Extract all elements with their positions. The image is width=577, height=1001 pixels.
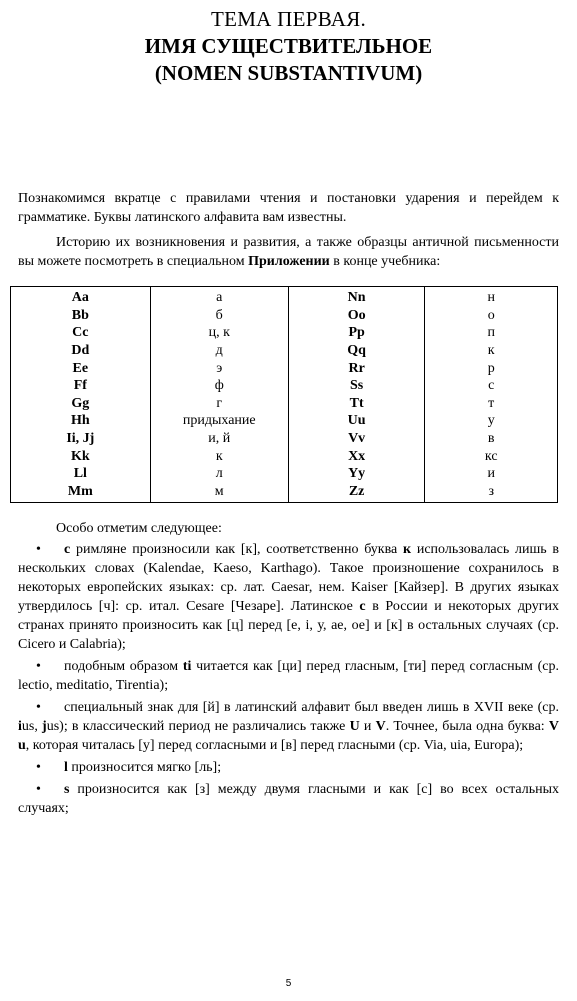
russian-sound: и, й xyxy=(150,430,288,448)
bullet-icon: • xyxy=(36,659,41,674)
appendix-text-end: в конце учебника: xyxy=(329,254,441,269)
note-text: специальный знак для [й] в латинский алфавит был введен лишь в XVII веке (ср. xyxy=(64,700,559,715)
latin-letter: Cc xyxy=(11,324,151,342)
russian-sound: э xyxy=(150,359,288,377)
note-text: использовалась лишь в нескольких словах (Kalendae, Kaeso, Karthago). Такое произношение сохранилось в некоторых европейских языках: ср. лат. Caesar, нем. Kaiser [Кайзер]. В других языках утвердилось [ч]: ср. итал. Cesare [Чезаре]. Латинское xyxy=(18,542,559,614)
section-heading: ИМЯ СУЩЕСТВИТЕЛЬНОЕ xyxy=(144,34,433,58)
russian-sound: ф xyxy=(150,377,288,395)
alphabet-row xyxy=(11,395,558,413)
note-text: подобным образом xyxy=(64,659,183,674)
note-emphasis: ti xyxy=(182,659,192,674)
note-text: произносится как [з] между двумя гласными и как [с] во всех остальных случаях; xyxy=(18,782,559,816)
alphabet-row xyxy=(11,483,558,503)
latin-letter: Ll xyxy=(11,465,151,483)
note-text: римляне произносили как [к], соответственно буква xyxy=(70,542,404,557)
latin-letter: Kk xyxy=(11,447,151,465)
note-text: us); в классический период не различались также xyxy=(46,719,350,734)
note-emphasis: c xyxy=(359,599,366,614)
russian-sound: ц, к xyxy=(150,324,288,342)
alphabet-row xyxy=(11,377,558,395)
latin-letter: Hh xyxy=(11,412,151,430)
russian-sound: и xyxy=(487,466,495,482)
note-item xyxy=(18,540,559,654)
alphabet-row xyxy=(11,287,558,307)
pronunciation-notes xyxy=(18,519,559,821)
appendix-paragraph xyxy=(18,233,559,271)
latin-letter: Aa xyxy=(11,287,151,307)
russian-sound: л xyxy=(150,465,288,483)
alphabet-row xyxy=(11,307,558,325)
latin-letter: Qq xyxy=(288,342,425,360)
latin-letter: Yy xyxy=(288,465,425,483)
note-emphasis: V xyxy=(375,719,386,734)
note-item xyxy=(18,780,559,818)
latin-letter: Rr xyxy=(288,359,425,377)
note-emphasis: i xyxy=(18,719,22,734)
notes-list xyxy=(18,540,559,818)
note-item xyxy=(18,698,559,755)
russian-sound: п xyxy=(487,325,495,341)
russian-sound: к xyxy=(487,343,495,359)
note-emphasis: c xyxy=(64,542,71,557)
appendix-text-start: Историю их возникновения и развития, а также образцы античной письменности вы можете посмотреть в специальном xyxy=(18,235,559,269)
russian-sound: д xyxy=(150,342,288,360)
latin-letter: Ee xyxy=(11,359,151,377)
latin-letter: Uu xyxy=(288,412,425,430)
russian-sound: о xyxy=(487,307,495,323)
alphabet-row xyxy=(11,324,558,342)
topic-heading: ТЕМА ПЕРВАЯ. xyxy=(210,7,367,31)
latin-letter: Ii, Jj xyxy=(11,430,151,448)
russian-sound: в xyxy=(487,431,495,447)
note-emphasis: s xyxy=(64,782,70,797)
section-subheading: (NOMEN SUBSTANTIVUM) xyxy=(154,61,423,85)
note-text: произносится мягко [ль]; xyxy=(67,760,222,775)
note-text: читается как [ци] перед гласным, [ти] перед согласным (ср. lectio, meditatio, Tirentia); xyxy=(18,659,559,693)
latin-letter: Tt xyxy=(288,395,425,413)
page-number: 5 xyxy=(285,978,292,989)
bullet-icon: • xyxy=(36,760,41,775)
appendix-link-text: Приложении xyxy=(248,254,330,269)
russian-sound: к xyxy=(150,447,288,465)
notes-intro: Особо отметим следующее: xyxy=(56,521,222,536)
alphabet-row xyxy=(11,342,558,360)
latin-letter: Nn xyxy=(288,287,425,307)
russian-sound: з xyxy=(488,483,494,499)
note-item xyxy=(18,657,559,695)
latin-letter: Dd xyxy=(11,342,151,360)
note-text: , которая читалась [у] перед согласными и [в] перед гласными (ср. Via, uia, Europa); xyxy=(25,738,524,753)
alphabet-row xyxy=(11,430,558,448)
latin-letter: Xx xyxy=(288,447,425,465)
alphabet-row xyxy=(11,412,558,430)
alphabet-row xyxy=(11,359,558,377)
latin-letter: Oo xyxy=(288,307,425,325)
latin-letter: Vv xyxy=(288,430,425,448)
alphabet-row xyxy=(11,465,558,483)
latin-letter: Gg xyxy=(11,395,151,413)
chapter-title xyxy=(0,6,577,87)
latin-letter: Bb xyxy=(11,307,151,325)
russian-sound: г xyxy=(150,395,288,413)
alphabet-table xyxy=(10,286,558,503)
russian-sound: т xyxy=(488,395,495,411)
russian-sound: придыхание xyxy=(150,412,288,430)
bullet-icon: • xyxy=(36,782,41,797)
russian-sound: а xyxy=(150,287,288,307)
note-text: us, xyxy=(21,719,43,734)
alphabet-table-body xyxy=(11,287,558,503)
note-emphasis: j xyxy=(42,719,47,734)
latin-letter: Zz xyxy=(288,483,425,503)
russian-sound: м xyxy=(150,483,288,503)
note-text: . Точнее, была одна буква: xyxy=(385,719,549,734)
note-emphasis: l xyxy=(64,760,68,775)
russian-sound: кс xyxy=(484,448,498,464)
note-emphasis: V u xyxy=(18,719,559,753)
russian-sound: б xyxy=(150,307,288,325)
note-item xyxy=(18,758,559,777)
alphabet-row xyxy=(11,447,558,465)
latin-letter: Mm xyxy=(11,483,151,503)
note-emphasis: к xyxy=(403,542,412,557)
latin-letter: Ss xyxy=(288,377,425,395)
russian-sound: р xyxy=(487,360,495,376)
intro-paragraph: Познакомимся вкратце с правилами чтения и постановки ударения и перейдем к грамматике. Буквы латинского алфавита вам известны. xyxy=(18,191,559,225)
bullet-icon: • xyxy=(36,542,41,557)
note-emphasis: U xyxy=(349,719,360,734)
russian-sound: н xyxy=(487,290,495,306)
note-text: в России и некоторых других странах принято произносить как [ц] перед [е, i, у, ае, ое] и [к] в остальных случаях (ср. Cicero и Calabria); xyxy=(18,599,559,652)
russian-sound: с xyxy=(488,378,495,394)
latin-letter: Pp xyxy=(288,324,425,342)
bullet-icon: • xyxy=(36,700,41,715)
latin-letter: Ff xyxy=(11,377,151,395)
note-text: и xyxy=(359,719,376,734)
russian-sound: у xyxy=(487,413,495,429)
